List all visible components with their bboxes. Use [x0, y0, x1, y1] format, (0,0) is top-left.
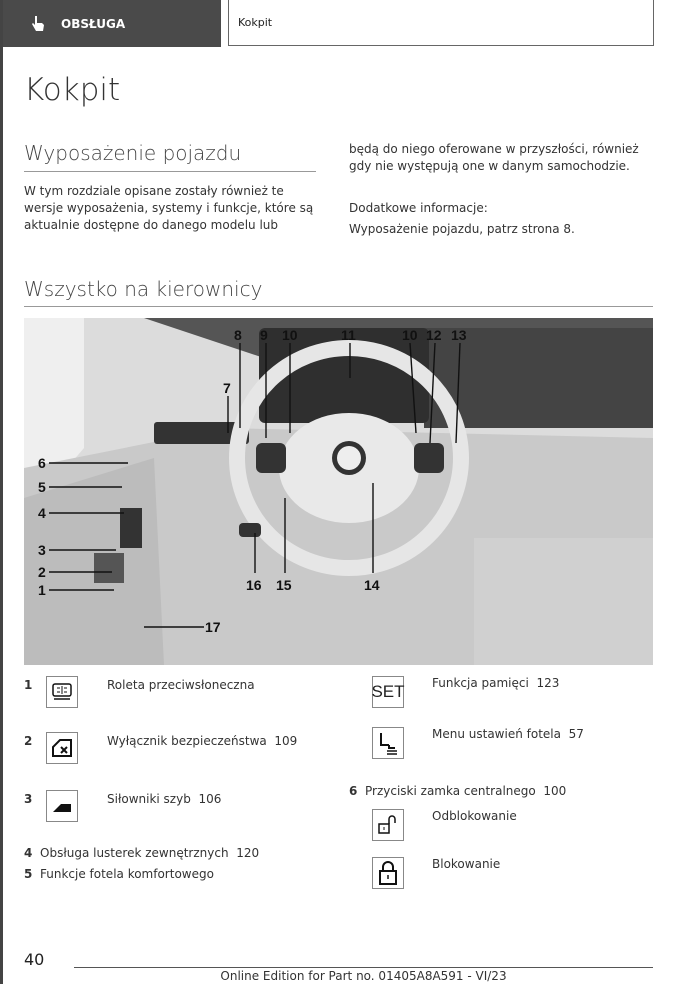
- legend-item-5: 5 Funkcje fotela komfortowego: [24, 867, 214, 881]
- hand-pointer-icon: [31, 15, 45, 33]
- legend-text: Funkcja pamięci 123: [432, 676, 560, 690]
- legend-text: Siłowniki szyb 106: [107, 792, 222, 806]
- callout-17: 17: [205, 619, 221, 635]
- chapter-label: Kokpit: [238, 16, 273, 29]
- cockpit-illustration: [24, 318, 653, 665]
- page-number: 40: [24, 950, 45, 969]
- window-lock-icon: [46, 732, 78, 764]
- callout-4: 4: [38, 505, 46, 521]
- set-icon: SET: [372, 676, 404, 708]
- legend-text: Menu ustawień fotela 57: [432, 727, 584, 741]
- page-ref[interactable]: 109: [274, 734, 298, 748]
- equipment-heading: Wyposażenie pojazdu: [24, 141, 242, 165]
- section-header: [3, 0, 221, 47]
- page-title: Kokpit: [24, 72, 121, 108]
- callout-2: 2: [38, 564, 46, 580]
- seat-icon: [372, 727, 404, 759]
- steering-heading: Wszystko na kierownicy: [24, 277, 263, 301]
- callout-10: 10: [282, 327, 298, 343]
- equipment-text-1: W tym rozdziale opisane zostały również te wersje wyposażenia, systemy i funkcje, które są aktualnie dostępne do danego modelu lub: [24, 184, 314, 232]
- callout-5: 5: [38, 479, 46, 495]
- legend-num: 3: [24, 792, 33, 806]
- callout-16: 16: [246, 577, 262, 593]
- edition-footer: Online Edition for Part no. 01405A8A591 - VI/23: [220, 969, 507, 983]
- legend-num: 2: [24, 734, 33, 748]
- section-label: OBSŁUGA: [61, 16, 126, 31]
- callout-9: 9: [260, 327, 268, 343]
- callout-3: 3: [38, 542, 46, 558]
- legend-item-4: 4 Obsługa lusterek zewnętrznych 120: [24, 846, 260, 860]
- divider: [24, 171, 316, 172]
- chapter-tab: [228, 0, 654, 46]
- page-ref[interactable]: 106: [198, 792, 222, 806]
- more-info-ref[interactable]: Wyposażenie pojazdu, patrz strona 8.: [349, 222, 575, 236]
- window-icon: [46, 790, 78, 822]
- legend-item-6: 6 Przyciski zamka centralnego 100: [349, 784, 567, 798]
- callout-15: 15: [276, 577, 292, 593]
- unlock-icon: [372, 809, 404, 841]
- callout-8: 8: [234, 327, 242, 343]
- callout-12: 12: [426, 327, 442, 343]
- legend-text: Blokowanie: [432, 857, 501, 871]
- legend-num: 1: [24, 678, 33, 692]
- callout-14: 14: [364, 577, 380, 593]
- legend-text: Odblokowanie: [432, 809, 517, 823]
- legend-text: Wyłącznik bezpieczeństwa 109: [107, 734, 298, 748]
- callout-11: 11: [341, 327, 356, 343]
- footer-rule: [74, 967, 653, 968]
- divider: [24, 306, 653, 307]
- page-edge-bar: [0, 0, 3, 984]
- callout-10b: 10: [402, 327, 418, 343]
- callout-1: 1: [38, 582, 46, 598]
- callout-13: 13: [451, 327, 467, 343]
- callout-6: 6: [38, 455, 46, 471]
- lock-icon: [372, 857, 404, 889]
- sunblind-icon: [46, 676, 78, 708]
- equipment-text-2: będą do niego oferowane w przyszłości, również gdy nie występują one w danym samochodzie.: [349, 142, 639, 173]
- callout-7: 7: [223, 380, 231, 396]
- more-info-label: Dodatkowe informacje:: [349, 201, 488, 215]
- legend-text: Roleta przeciwsłoneczna: [107, 678, 255, 692]
